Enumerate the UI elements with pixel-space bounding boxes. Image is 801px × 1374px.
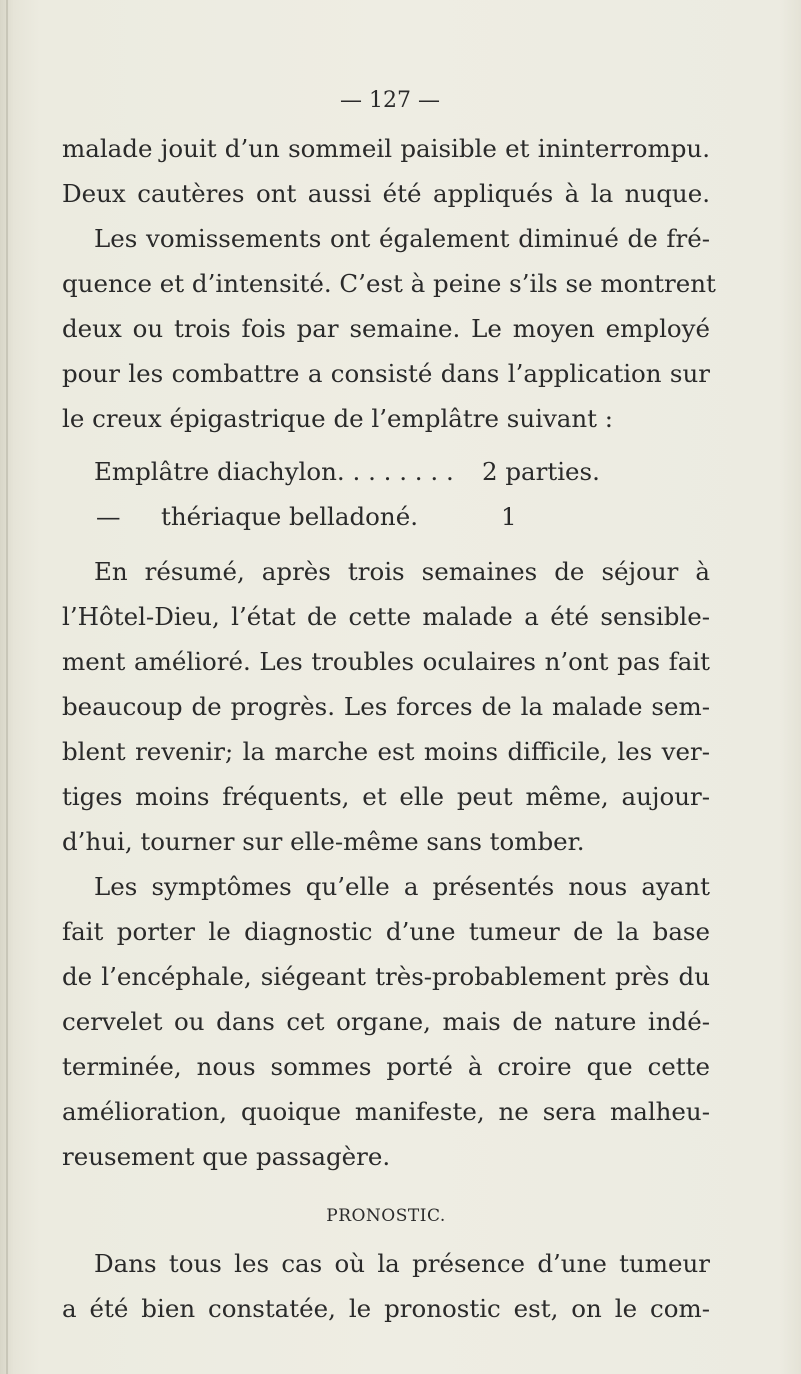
text-line: de l’encéphale, siégeant très-probablement près du <box>62 962 710 991</box>
text-line: a été bien constatée, le pronostic est, on le com- <box>62 1294 710 1323</box>
section-title: PRONOSTIC. <box>326 1206 446 1226</box>
text-line: cervelet ou dans cet organe, mais de nature indé- <box>62 1007 710 1036</box>
text-line: quence et d’intensité. C’est à peine s’ils se montrent <box>62 269 716 298</box>
text-line: Deux cautères ont aussi été appliqués à la nuque. <box>62 179 710 208</box>
text-line: malade jouit d’un sommeil paisible et ininterrompu. <box>62 134 710 163</box>
text-line: blent revenir; la marche est moins difficile, les ver- <box>62 737 710 766</box>
recipe-row <box>94 494 710 539</box>
paragraph-1 <box>62 126 716 441</box>
page-gutter <box>6 0 8 1374</box>
page-text <box>62 86 716 1331</box>
text-line: pour les combattre a consisté dans l’application sur <box>62 359 710 388</box>
text-line: En résumé, après trois semaines de séjour à <box>94 557 710 586</box>
recipe-row <box>94 449 710 494</box>
recipe-ingredient: thériaque belladoné. <box>161 502 418 531</box>
text-line: tiges moins fréquents, et elle peut même, aujour- <box>62 782 710 811</box>
recipe-ingredient: Emplâtre diachylon. . . . . . . . <box>94 457 454 486</box>
text-line: Les vomissements ont également diminué de fré- <box>94 224 710 253</box>
page-number: — 127 — <box>340 88 440 113</box>
text-line: ment amélioré. Les troubles oculaires n’ont pas fait <box>62 647 710 676</box>
paragraph-4 <box>62 1241 710 1331</box>
ditto-dash: — <box>96 502 121 531</box>
text-line: deux ou trois fois par semaine. Le moyen employé <box>62 314 710 343</box>
recipe-quantity: 2 parties. <box>482 457 600 486</box>
text-line: l’Hôtel-Dieu, l’état de cette malade a été sensible- <box>62 602 710 631</box>
paragraph-2 <box>62 549 710 864</box>
text-line: Dans tous les cas où la présence d’une tumeur <box>94 1249 710 1278</box>
text-line: fait porter le diagnostic d’une tumeur de la base <box>62 917 710 946</box>
paragraph-3 <box>62 864 710 1179</box>
text-line: reusement que passagère. <box>62 1142 391 1171</box>
text-line: Les symptômes qu’elle a présentés nous ayant <box>94 872 710 901</box>
text-line: le creux épigastrique de l’emplâtre suivant : <box>62 404 614 433</box>
text-line: d’hui, tourner sur elle-même sans tomber. <box>62 827 585 856</box>
text-line: beaucoup de progrès. Les forces de la malade sem- <box>62 692 710 721</box>
recipe-quantity: 1 <box>501 502 517 531</box>
text-line: terminée, nous sommes porté à croire que cette <box>62 1052 710 1081</box>
text-line: amélioration, quoique manifeste, ne sera malheu- <box>62 1097 710 1126</box>
recipe-list <box>62 449 710 539</box>
